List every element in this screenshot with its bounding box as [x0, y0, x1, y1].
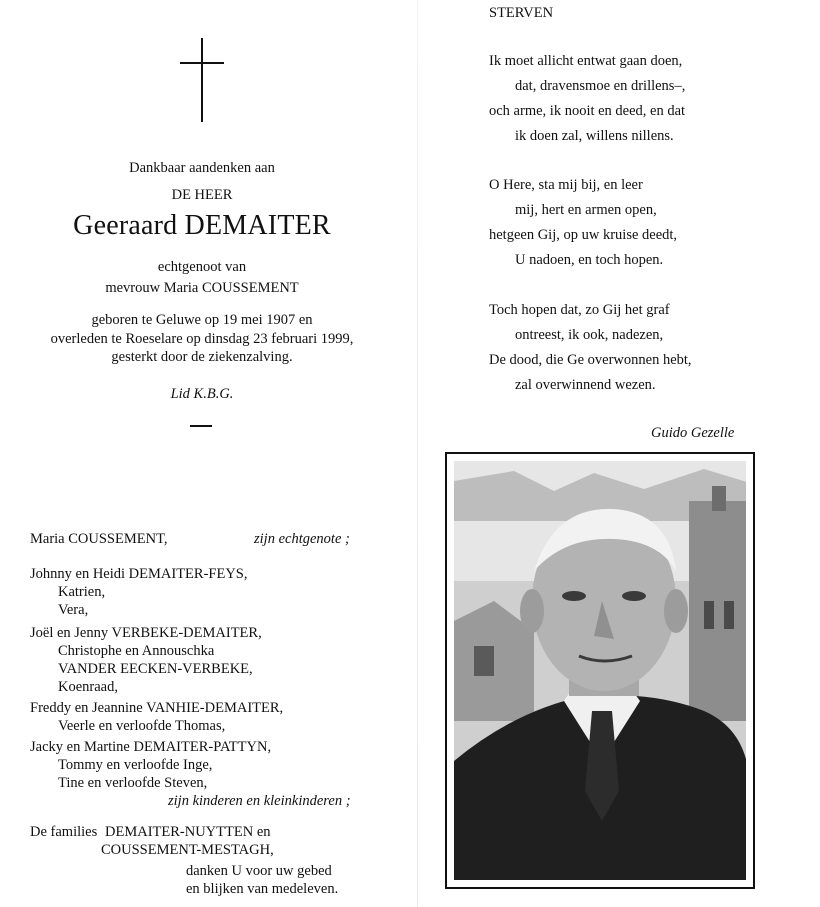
poem-title: STERVEN — [489, 5, 554, 21]
families-line-1: DEMAITER-NUYTTEN en — [105, 824, 271, 840]
birth-line: geboren te Geluwe op 19 mei 1907 en — [91, 312, 313, 328]
families-line-2: COUSSEMENT-MESTAGH, — [101, 842, 274, 858]
sacrament-line: gesterkt door de ziekenzalving. — [111, 349, 293, 365]
wife-name: Maria COUSSEMENT, — [30, 531, 168, 547]
poem-line: U nadoen, en toch hopen. — [515, 252, 664, 268]
poem-line: De dood, die Ge overwonnen hebt, — [489, 352, 692, 368]
families-label: De families — [30, 824, 98, 840]
poem-line: Toch hopen dat, zo Gij het graf — [489, 302, 670, 318]
family-line: Koenraad, — [58, 679, 118, 695]
divider — [190, 425, 212, 427]
honorific: DE HEER — [171, 187, 233, 203]
family-line: Jacky en Martine DEMAITER-PATTYN, — [30, 739, 272, 755]
spouse-line-2: mevrouw Maria COUSSEMENT — [105, 280, 299, 296]
poem-line: O Here, sta mij bij, en leer — [489, 177, 643, 193]
family-line: Joël en Jenny VERBEKE-DEMAITER, — [30, 625, 262, 641]
card-fold — [417, 0, 418, 907]
thanks-line-2: en blijken van medeleven. — [186, 881, 339, 897]
family-line: Katrien, — [58, 584, 106, 600]
poem-line: Ik moet allicht entwat gaan doen, — [489, 53, 683, 69]
family-line: Johnny en Heidi DEMAITER-FEYS, — [30, 566, 248, 582]
header-text: Dankbaar aandenken aan — [129, 160, 275, 176]
cross-icon-bar — [180, 62, 224, 64]
family-line: Freddy en Jeannine VANHIE-DEMAITER, — [30, 700, 284, 716]
cross-icon — [201, 38, 203, 122]
portrait-photo — [454, 461, 746, 880]
family-line: Christophe en Annouschka — [58, 643, 215, 659]
poem-line: mij, hert en armen open, — [515, 202, 657, 218]
poem-line: ontreest, ik ook, nadezen, — [515, 327, 664, 343]
poem-author: Guido Gezelle — [651, 425, 735, 441]
poem-line: dat, dravensmoe en drillens–, — [515, 78, 686, 94]
thanks-line-1: danken U voor uw gebed — [186, 863, 332, 879]
poem-line: ik doen zal, willens nillens. — [515, 128, 674, 144]
family-line: Tommy en verloofde Inge, — [58, 757, 213, 773]
spouse-line-1: echtgenoot van — [157, 259, 247, 275]
poem-line: zal overwinnend wezen. — [515, 377, 656, 393]
portrait-photo-frame — [445, 452, 755, 889]
deceased-name: Geeraard DEMAITER — [73, 210, 331, 241]
family-line: Tine en verloofde Steven, — [58, 775, 208, 791]
death-line: overleden te Roeselare op dinsdag 23 februari 1999, — [50, 331, 354, 347]
wife-role: zijn echtgenote ; — [254, 531, 350, 547]
poem-line: hetgeen Gij, op uw kruise deedt, — [489, 227, 678, 243]
family-line: VANDER EECKEN-VERBEKE, — [58, 661, 253, 677]
family-line: Veerle en verloofde Thomas, — [58, 718, 226, 734]
membership: Lid K.B.G. — [170, 386, 234, 402]
children-role: zijn kinderen en kleinkinderen ; — [168, 793, 351, 809]
family-line: Vera, — [58, 602, 89, 618]
poem-line: och arme, ik nooit en deed, en dat — [489, 103, 686, 119]
